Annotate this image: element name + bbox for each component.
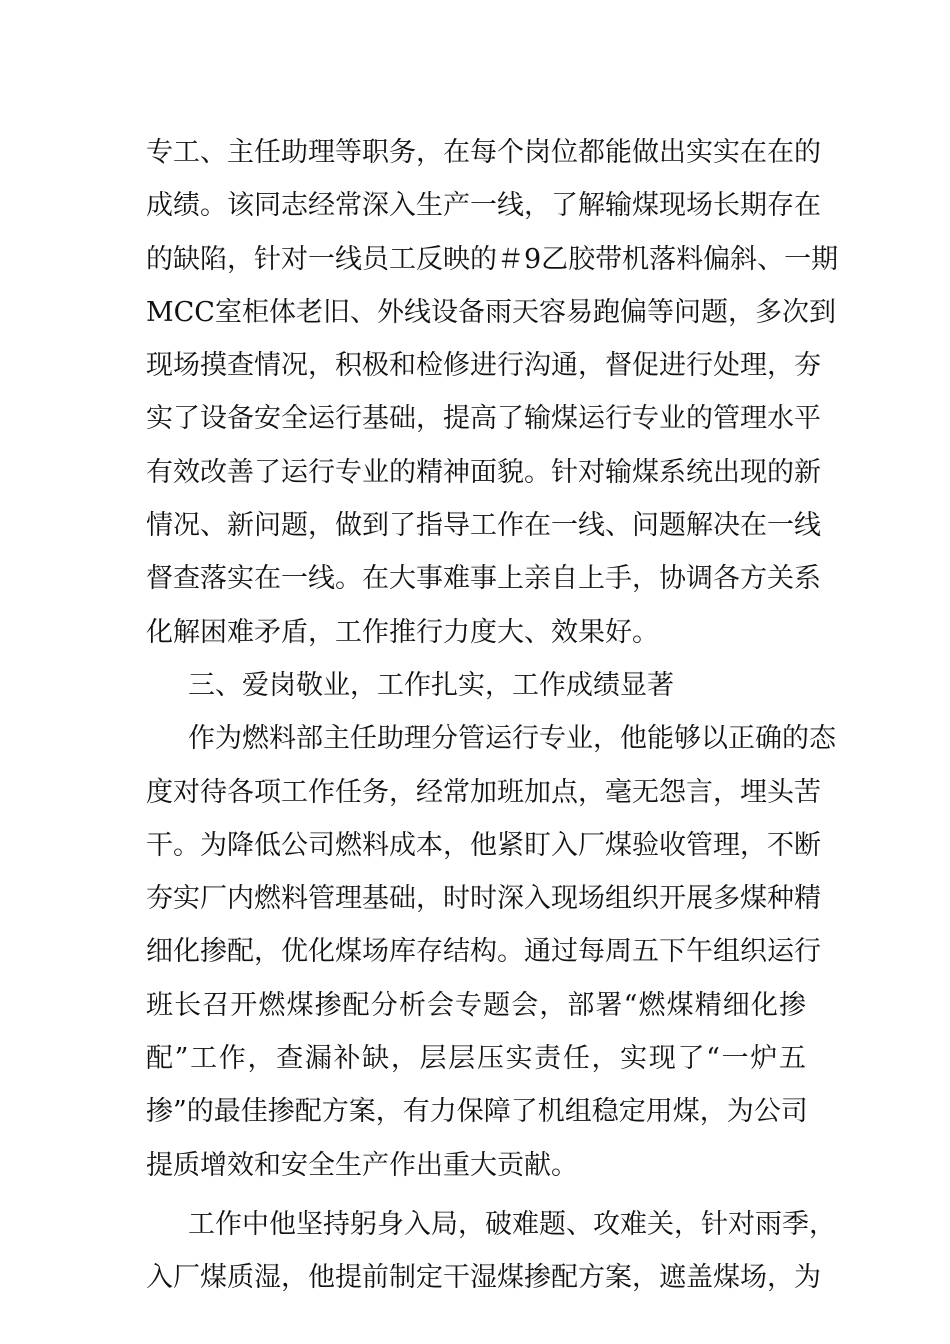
paragraph-line: 掺”的最佳掺配方案，有力保障了机组稳定用煤，为公司 — [146, 1096, 808, 1128]
paragraph-line: 班长召开燃煤掺配分析会专题会，部署“燃煤精细化掺 — [146, 989, 806, 1021]
paragraph-line: 专工、主任助理等职务，在每个岗位都能做出实实在在的 — [146, 137, 821, 168]
paragraph-line: 现场摸查情况，积极和检修进行沟通，督促进行处理，夯 — [146, 350, 821, 382]
paragraph-line: 入厂煤质湿，他提前制定干湿煤掺配方案，遮盖煤场，为 — [146, 1262, 821, 1294]
paragraph-line: 配”工作，查漏补缺，层层压实责任，实现了“一炉五 — [146, 1043, 806, 1075]
paragraph-line: MCC室柜体老旧、外线设备雨天容易跑偏等问题，多次到 — [146, 296, 836, 328]
paragraph-line: 度对待各项工作任务，经常加班加点，毫无怨言，埋头苦 — [146, 776, 821, 808]
paragraph-line: 夯实厂内燃料管理基础，时时深入现场组织开展多煤种精 — [146, 883, 821, 915]
paragraph-line: 督查落实在一线。在大事难事上亲自上手，协调各方关系 — [146, 563, 821, 595]
paragraph-line: 工作中他坚持躬身入局，破难题、攻难关，针对雨季， — [188, 1208, 836, 1240]
paragraph-line: 有效改善了运行专业的精神面貌。针对输煤系统出现的新 — [146, 456, 821, 488]
section-heading: 三、爱岗敬业，工作扎实，工作成绩显著 — [188, 669, 674, 701]
paragraph-line: 实了设备安全运行基础，提高了输煤运行专业的管理水平 — [146, 403, 821, 435]
paragraph-line: 的缺陷，针对一线员工反映的＃9乙胶带机落料偏斜、一期 — [146, 243, 839, 275]
paragraph-line: 干。为降低公司燃料成本，他紧盯入厂煤验收管理，不断 — [146, 829, 821, 861]
body-text — [146, 126, 839, 1305]
paragraph-line: 提质增效和安全生产作出重大贡献。 — [146, 1149, 578, 1181]
paragraph-line: 化解困难矛盾，工作推行力度大、效果好。 — [146, 616, 659, 648]
paragraph-line: 情况、新问题，做到了指导工作在一线、问题解决在一线 — [146, 510, 821, 542]
paragraph-line: 细化掺配，优化煤场库存结构。通过每周五下午组织运行 — [146, 936, 821, 968]
paragraph-line: 作为燃料部主任助理分管运行专业，他能够以正确的态 — [188, 723, 836, 755]
paragraph-line: 成绩。该同志经常深入生产一线，了解输煤现场长期存在 — [146, 190, 821, 222]
